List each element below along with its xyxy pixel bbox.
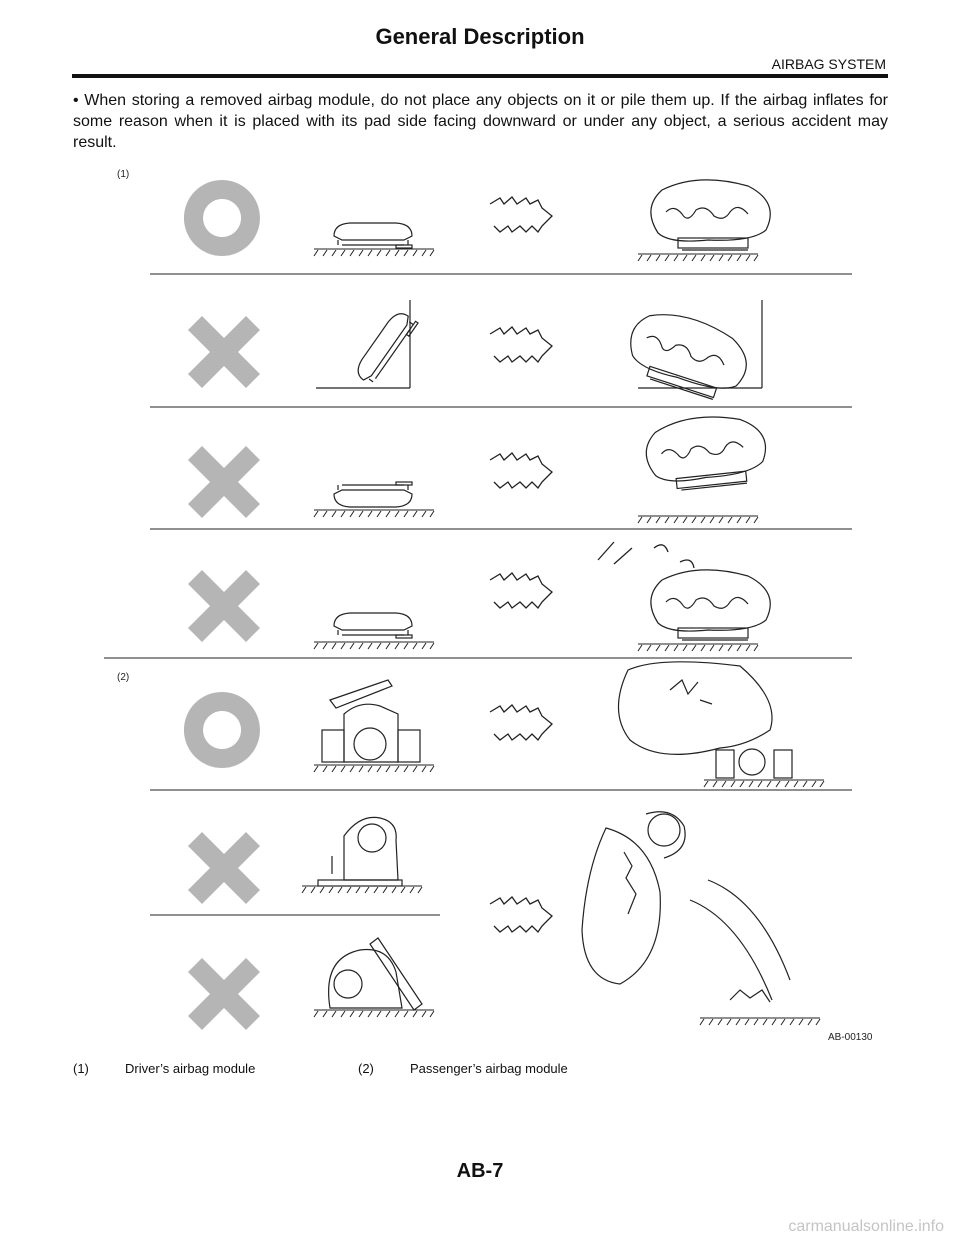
cross-x-icon — [188, 832, 260, 904]
row-7 — [188, 938, 434, 1030]
burst-arrow-icon — [490, 453, 552, 488]
inflated-airbag-illustration — [651, 570, 770, 640]
inflated-airbag-illustration — [651, 180, 770, 250]
row-6 — [188, 817, 422, 904]
cross-x-icon — [188, 446, 260, 518]
circle-o-icon — [184, 180, 260, 256]
figure-code: AB-00130 — [828, 1032, 873, 1043]
cross-x-icon — [188, 958, 260, 1030]
passenger-module-illustration — [322, 680, 420, 762]
burst-arrow-icon — [490, 327, 552, 362]
airbag-pad-illustration — [353, 309, 418, 387]
ground-hatch — [638, 254, 758, 261]
row-5 — [184, 662, 824, 787]
burst-arrow-icon — [490, 705, 552, 740]
section-label: AIRBAG SYSTEM — [771, 56, 886, 72]
ground-hatch — [314, 249, 434, 256]
inflated-airbag-illustration — [618, 662, 792, 778]
cross-x-icon — [188, 316, 260, 388]
legend-item-1 — [73, 1061, 255, 1076]
inflated-airbag-illustration — [643, 411, 769, 493]
ground-hatch — [314, 1010, 434, 1017]
flying-tools-illustration — [598, 542, 694, 568]
circle-o-icon — [184, 692, 260, 768]
cross-x-icon — [188, 570, 260, 642]
burst-arrow-icon — [490, 197, 552, 232]
burst-arrow-icon — [490, 897, 552, 932]
shared-outcome — [490, 812, 820, 1025]
legend-text: Passenger’s airbag module — [410, 1061, 568, 1076]
ground-hatch — [302, 886, 422, 893]
row-1 — [184, 180, 770, 261]
row-4 — [188, 542, 770, 651]
ground-hatch — [638, 516, 758, 523]
ground-hatch — [700, 1018, 820, 1025]
row-2 — [188, 300, 762, 406]
ground-hatch — [638, 644, 758, 651]
ground-hatch — [314, 510, 434, 517]
legend-number: (1) — [73, 1061, 89, 1076]
ground-hatch — [314, 642, 434, 649]
airbag-pad-illustration — [334, 223, 412, 248]
passenger-module-illustration — [329, 938, 422, 1010]
airbag-pad-illustration — [334, 613, 412, 638]
row-3 — [188, 411, 769, 523]
passenger-module-illustration — [318, 817, 402, 886]
legend-text: Driver’s airbag module — [125, 1061, 256, 1076]
intro-paragraph: • When storing a removed airbag module, do not place any objects on it or pile them up. If the airbag inflates for some reason when it is placed with its pad side facing downward or under any object, a serious accident may result. — [73, 92, 888, 151]
legend-number: (2) — [358, 1061, 374, 1076]
ground-hatch — [704, 780, 824, 787]
ground-hatch — [314, 765, 434, 772]
group-label-2: (2) — [117, 672, 130, 683]
burst-arrow-icon — [490, 573, 552, 608]
page-number: AB-7 — [456, 1160, 504, 1182]
inflated-airbag-illustration — [582, 812, 790, 1002]
page-title: General Description — [375, 24, 585, 49]
airbag-pad-illustration — [334, 482, 412, 507]
watermark: carmanualsonline.info — [788, 1218, 944, 1235]
inflated-airbag-illustration — [620, 303, 755, 407]
group-label-1: (1) — [117, 169, 130, 180]
legend-item-2 — [358, 1061, 568, 1076]
